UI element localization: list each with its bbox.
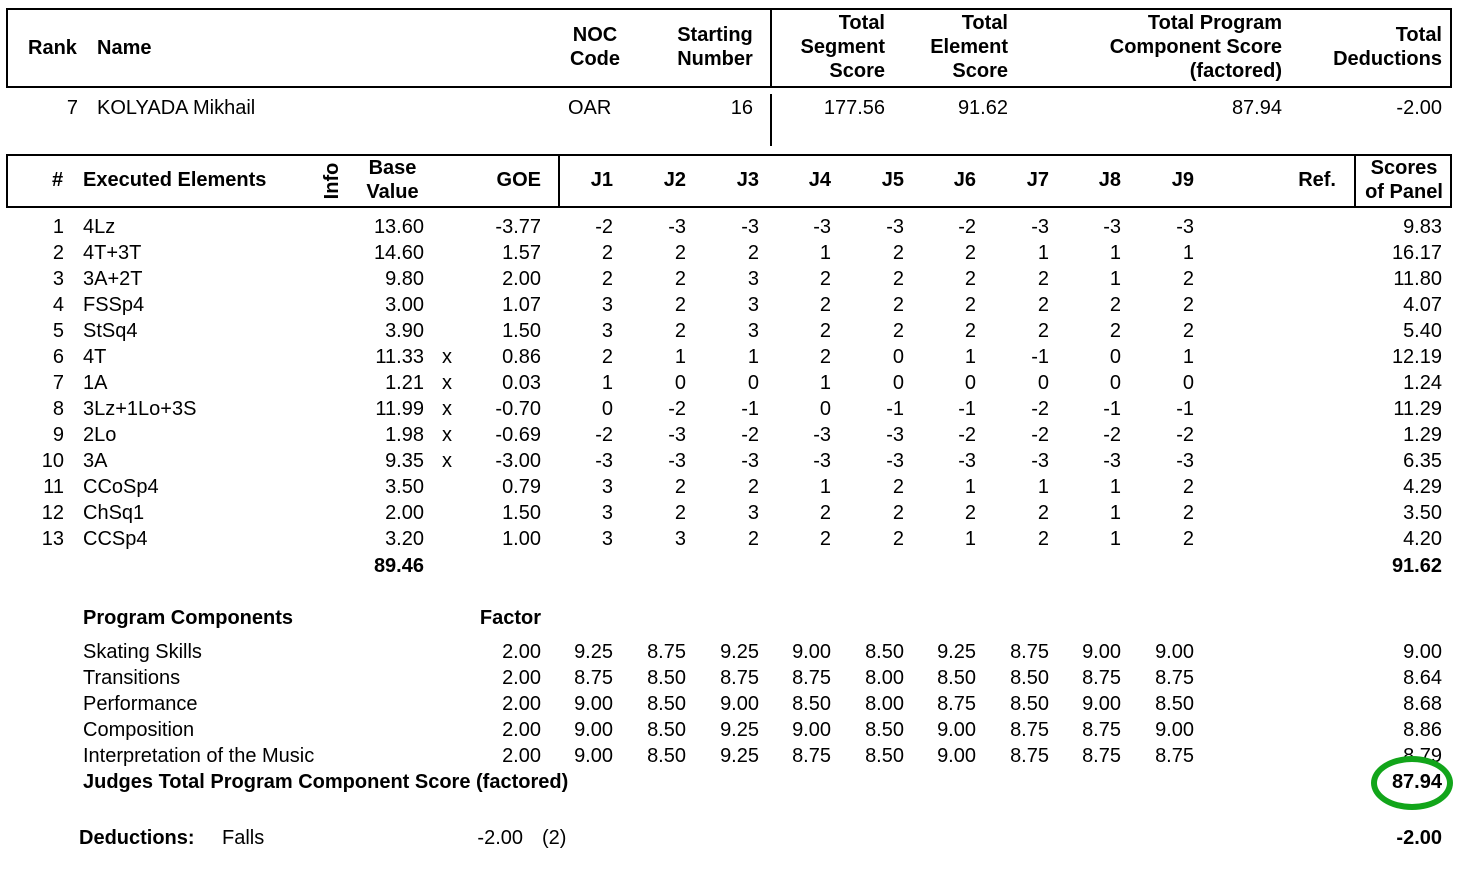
component-judge-score: 8.00 — [865, 667, 904, 689]
element-judge-score: -3 — [595, 450, 613, 472]
element-judge-score: -3 — [1031, 450, 1049, 472]
element-judge-score: 1 — [964, 476, 976, 498]
component-panel-score: 8.64 — [1403, 667, 1442, 689]
element-judge-score: 1 — [1109, 268, 1121, 290]
element-name: 4T+3T — [83, 242, 142, 264]
element-judge-score: 2 — [892, 476, 904, 498]
element-judge-score: -3 — [813, 450, 831, 472]
component-factor: 2.00 — [502, 745, 541, 767]
judge-header-4: J4 — [808, 169, 831, 191]
element-goe: 1.57 — [502, 242, 541, 264]
element-judge-score: 2 — [1182, 502, 1194, 524]
element-judge-score: 0 — [819, 398, 831, 420]
element-judge-score: 2 — [892, 294, 904, 316]
element-base-value: 3.90 — [385, 320, 424, 342]
component-judge-score: 9.00 — [937, 745, 976, 767]
element-num: 7 — [52, 372, 64, 394]
element-judge-score: 3 — [601, 294, 613, 316]
element-judge-score: 2 — [601, 346, 613, 368]
element-name: 2Lo — [83, 424, 117, 446]
component-panel-score: 8.79 — [1403, 745, 1442, 767]
component-judge-score: 8.50 — [1010, 667, 1049, 689]
elements-total-score: 91.62 — [1391, 555, 1442, 577]
element-judge-score: 0 — [674, 372, 686, 394]
element-judge-score: 1 — [964, 528, 976, 550]
element-judge-score: -3 — [741, 450, 759, 472]
element-judge-score: 2 — [674, 294, 686, 316]
element-judge-score: -3 — [1103, 450, 1121, 472]
element-judge-score: -3 — [813, 216, 831, 238]
element-goe: 0.86 — [502, 346, 541, 368]
component-judge-score: 8.50 — [865, 719, 904, 741]
element-judge-score: -3 — [1176, 450, 1194, 472]
element-panel-score: 12.19 — [1391, 346, 1442, 368]
element-judge-score: 2 — [892, 528, 904, 550]
name-header: Name — [97, 37, 152, 59]
component-judge-score: 9.25 — [720, 719, 759, 741]
element-judge-score: 3 — [747, 320, 759, 342]
element-judge-score: 2 — [1037, 294, 1049, 316]
element-judge-score: -3 — [813, 424, 831, 446]
component-judge-score: 8.75 — [937, 693, 976, 715]
component-name: Transitions — [83, 667, 181, 689]
element-judge-score: -2 — [958, 424, 976, 446]
total-segment-score-header: Total Segment Score — [800, 12, 885, 82]
element-judge-score: 2 — [674, 502, 686, 524]
component-judge-score: 8.75 — [792, 745, 831, 767]
element-judge-score: -1 — [958, 398, 976, 420]
deductions-total: -2.00 — [1396, 827, 1442, 849]
element-judge-score: 3 — [747, 268, 759, 290]
element-base-value: 3.20 — [385, 528, 424, 550]
element-judge-score: 2 — [1182, 528, 1194, 550]
element-judge-score: 3 — [747, 502, 759, 524]
element-goe: 1.50 — [502, 320, 541, 342]
element-judge-score: 2 — [1182, 268, 1194, 290]
element-panel-score: 16.17 — [1391, 242, 1442, 264]
element-judge-score: -3 — [668, 450, 686, 472]
element-judge-score: 2 — [1182, 476, 1194, 498]
element-base-value: 11.99 — [375, 398, 424, 420]
element-name: 1A — [83, 372, 108, 394]
element-name: FSSp4 — [83, 294, 145, 316]
element-judge-score: 1 — [1109, 242, 1121, 264]
component-judge-score: 9.00 — [720, 693, 759, 715]
component-judge-score: 9.00 — [937, 719, 976, 741]
element-bonus-marker: x — [442, 398, 452, 420]
element-judge-score: 2 — [1037, 528, 1049, 550]
element-judge-score: 2 — [892, 320, 904, 342]
element-judge-score: 3 — [601, 476, 613, 498]
element-judge-score: 0 — [1037, 372, 1049, 394]
element-judge-score: -3 — [668, 424, 686, 446]
element-name: ChSq1 — [83, 502, 145, 524]
deductions-value: -2.00 — [477, 827, 523, 849]
element-judge-score: -2 — [741, 424, 759, 446]
element-bonus-marker: x — [442, 372, 452, 394]
element-judge-score: -3 — [886, 450, 904, 472]
element-name: 4Lz — [83, 216, 116, 238]
component-judge-score: 8.00 — [865, 693, 904, 715]
component-name: Skating Skills — [83, 641, 202, 663]
element-base-value: 9.35 — [385, 450, 424, 472]
component-judge-score: 9.00 — [792, 641, 831, 663]
component-judge-score: 9.25 — [574, 641, 613, 663]
element-judge-score: 2 — [674, 320, 686, 342]
element-num: 10 — [41, 450, 64, 472]
element-base-value: 1.21 — [385, 372, 424, 394]
element-judge-score: -2 — [595, 216, 613, 238]
component-panel-score: 8.86 — [1403, 719, 1442, 741]
element-judge-score: 0 — [601, 398, 613, 420]
element-num: 13 — [41, 528, 64, 550]
element-judge-score: 2 — [819, 528, 831, 550]
element-judge-score: -1 — [741, 398, 759, 420]
component-judge-score: 9.00 — [1155, 641, 1194, 663]
component-judge-score: 8.50 — [1155, 693, 1194, 715]
element-goe: 0.79 — [502, 476, 541, 498]
judge-header-6: J6 — [953, 169, 976, 191]
element-judge-score: 2 — [747, 242, 759, 264]
component-factor: 2.00 — [502, 693, 541, 715]
element-judge-score: 2 — [892, 502, 904, 524]
rank-header: Rank — [28, 37, 77, 59]
element-judge-score: 1 — [1109, 476, 1121, 498]
scores-of-panel-header: Scores of Panel — [1365, 157, 1443, 203]
total-deductions-header: Total Deductions — [1333, 24, 1442, 70]
component-judge-score: 9.00 — [574, 719, 613, 741]
element-judge-score: 3 — [601, 320, 613, 342]
element-judge-score: -2 — [668, 398, 686, 420]
element-judge-score: 2 — [747, 528, 759, 550]
element-judge-score: 2 — [747, 476, 759, 498]
component-judge-score: 9.25 — [937, 641, 976, 663]
element-judge-score: 1 — [1109, 528, 1121, 550]
component-judge-score: 8.75 — [1010, 719, 1049, 741]
component-judge-score: 8.50 — [792, 693, 831, 715]
component-judge-score: 9.25 — [720, 641, 759, 663]
element-judge-score: 2 — [964, 294, 976, 316]
base-value-header: Base Value — [366, 157, 419, 203]
noc-header: NOC Code — [570, 24, 620, 70]
skater-name: KOLYADA Mikhail — [97, 97, 256, 119]
judges-total-pcs-label: Judges Total Program Component Score (factored) — [83, 771, 569, 793]
element-judge-score: 2 — [601, 242, 613, 264]
element-name: StSq4 — [83, 320, 138, 342]
element-goe: 1.07 — [502, 294, 541, 316]
element-judge-score: 3 — [674, 528, 686, 550]
element-base-value: 9.80 — [385, 268, 424, 290]
element-base-value: 1.98 — [385, 424, 424, 446]
element-judge-score: 0 — [1182, 372, 1194, 394]
element-judge-score: 2 — [601, 268, 613, 290]
element-name: 3Lz+1Lo+3S — [83, 398, 197, 420]
element-num: 8 — [52, 398, 64, 420]
element-judge-score: -3 — [668, 216, 686, 238]
component-judge-score: 8.50 — [1010, 693, 1049, 715]
element-judge-score: -2 — [1176, 424, 1194, 446]
element-judge-score: 2 — [819, 294, 831, 316]
component-judge-score: 8.50 — [647, 745, 686, 767]
element-judge-score: 1 — [1037, 242, 1049, 264]
info-header: Info — [321, 162, 343, 200]
element-judge-score: 2 — [674, 268, 686, 290]
element-judge-score: 2 — [964, 242, 976, 264]
element-num: 2 — [52, 242, 64, 264]
judge-header-9: J9 — [1171, 169, 1194, 191]
element-panel-score: 11.29 — [1393, 398, 1442, 420]
element-judge-score: -1 — [1103, 398, 1121, 420]
component-judge-score: 9.00 — [574, 693, 613, 715]
skater-total-pcs: 87.94 — [1231, 97, 1282, 119]
element-judge-score: 0 — [1109, 372, 1121, 394]
component-judge-score: 8.75 — [1010, 641, 1049, 663]
component-judge-score: 8.75 — [1082, 745, 1121, 767]
judge-header-8: J8 — [1098, 169, 1121, 191]
component-panel-score: 8.68 — [1403, 693, 1442, 715]
element-panel-score: 1.29 — [1403, 424, 1442, 446]
element-num: 6 — [52, 346, 64, 368]
component-judge-score: 8.50 — [937, 667, 976, 689]
element-base-value: 2.00 — [385, 502, 424, 524]
element-judge-score: -3 — [886, 424, 904, 446]
element-panel-score: 6.35 — [1403, 450, 1442, 472]
element-goe: -0.69 — [495, 424, 541, 446]
element-judge-score: -3 — [1031, 216, 1049, 238]
component-judge-score: 9.00 — [574, 745, 613, 767]
element-goe: -3.77 — [495, 216, 541, 238]
total-pcs-header: Total Program Component Score (factored) — [1109, 12, 1282, 82]
element-base-value: 3.50 — [385, 476, 424, 498]
element-judge-score: 2 — [964, 320, 976, 342]
component-name: Composition — [83, 719, 195, 741]
judge-header-1: J1 — [590, 169, 613, 191]
element-judge-score: 1 — [1182, 346, 1194, 368]
element-judge-score: 3 — [601, 502, 613, 524]
component-judge-score: 9.00 — [792, 719, 831, 741]
factor-header: Factor — [479, 607, 541, 629]
element-judge-score: -2 — [958, 216, 976, 238]
component-factor: 2.00 — [502, 641, 541, 663]
component-name: Performance — [83, 693, 198, 715]
element-judge-score: -1 — [1176, 398, 1194, 420]
element-num: 5 — [52, 320, 64, 342]
component-judge-score: 8.50 — [865, 745, 904, 767]
element-judge-score: 2 — [964, 502, 976, 524]
total-element-score-header: Total Element Score — [930, 12, 1008, 82]
component-judge-score: 9.00 — [1082, 641, 1121, 663]
element-judge-score: 2 — [819, 346, 831, 368]
element-judge-score: 1 — [819, 476, 831, 498]
component-name: Interpretation of the Music — [83, 745, 315, 767]
element-base-value: 14.60 — [373, 242, 424, 264]
element-judge-score: 0 — [892, 346, 904, 368]
element-judge-score: 2 — [819, 268, 831, 290]
element-judge-score: 1 — [601, 372, 613, 394]
element-judge-score: -3 — [741, 216, 759, 238]
skater-total-segment-score: 177.56 — [823, 97, 885, 119]
element-judge-score: 1 — [747, 346, 759, 368]
element-judge-score: 2 — [1182, 320, 1194, 342]
element-panel-score: 11.80 — [1393, 268, 1442, 290]
program-components-header: Program Components — [83, 607, 294, 629]
element-bonus-marker: x — [442, 346, 452, 368]
skater-rank: 7 — [66, 97, 78, 119]
element-judge-score: 0 — [964, 372, 976, 394]
ref-header: Ref. — [1298, 169, 1336, 191]
deductions-type: Falls — [222, 827, 265, 849]
element-num: 12 — [41, 502, 64, 524]
element-judge-score: 2 — [674, 476, 686, 498]
element-judge-score: 1 — [819, 372, 831, 394]
element-judge-score: 2 — [892, 268, 904, 290]
element-judge-score: 1 — [1037, 476, 1049, 498]
element-num: 9 — [52, 424, 64, 446]
element-num: 4 — [52, 294, 64, 316]
element-goe: 2.00 — [502, 268, 541, 290]
component-judge-score: 8.75 — [1155, 745, 1194, 767]
element-judge-score: 1 — [674, 346, 686, 368]
executed-elements-header: Executed Elements — [83, 169, 267, 191]
element-bonus-marker: x — [442, 424, 452, 446]
element-judge-score: 1 — [819, 242, 831, 264]
element-judge-score: -1 — [886, 398, 904, 420]
element-judge-score: -2 — [1103, 424, 1121, 446]
element-judge-score: 2 — [1109, 320, 1121, 342]
element-judge-score: 1 — [1109, 502, 1121, 524]
goe-header: GOE — [496, 169, 541, 191]
element-judge-score: -2 — [1031, 398, 1049, 420]
element-judge-score: -3 — [886, 216, 904, 238]
element-judge-score: -1 — [1031, 346, 1049, 368]
component-panel-score: 9.00 — [1403, 641, 1442, 663]
component-factor: 2.00 — [502, 719, 541, 741]
element-num: 1 — [52, 216, 64, 238]
element-judge-score: 0 — [892, 372, 904, 394]
component-judge-score: 9.25 — [720, 745, 759, 767]
element-num: 11 — [43, 476, 64, 498]
deductions-label: Deductions: — [79, 827, 195, 849]
element-judge-score: 2 — [1037, 320, 1049, 342]
element-judge-score: 2 — [892, 242, 904, 264]
element-goe: 1.00 — [502, 528, 541, 550]
deductions-count: (2) — [542, 827, 567, 849]
skater-noc: OAR — [568, 97, 612, 119]
starting-number-header: Starting Number — [677, 24, 753, 70]
element-base-value: 11.33 — [375, 346, 424, 368]
elements-num-header: # — [52, 169, 64, 191]
element-judge-score: 2 — [1109, 294, 1121, 316]
element-panel-score: 4.20 — [1403, 528, 1442, 550]
element-bonus-marker: x — [442, 450, 452, 472]
element-base-value: 3.00 — [385, 294, 424, 316]
element-judge-score: 2 — [1037, 502, 1049, 524]
element-goe: -0.70 — [495, 398, 541, 420]
component-judge-score: 8.75 — [792, 667, 831, 689]
judge-header-3: J3 — [736, 169, 759, 191]
element-judge-score: 0 — [747, 372, 759, 394]
element-panel-score: 3.50 — [1403, 502, 1442, 524]
component-judge-score: 8.75 — [647, 641, 686, 663]
element-judge-score: 2 — [674, 242, 686, 264]
judges-total-pcs-score: 87.94 — [1391, 771, 1442, 793]
element-judge-score: 0 — [1109, 346, 1121, 368]
element-name: CCoSp4 — [83, 476, 159, 498]
component-judge-score: 8.75 — [574, 667, 613, 689]
skater-starting-number: 16 — [730, 97, 753, 119]
element-panel-score: 9.83 — [1403, 216, 1442, 238]
element-judge-score: -3 — [1176, 216, 1194, 238]
element-judge-score: 2 — [819, 502, 831, 524]
element-name: 3A+2T — [83, 268, 143, 290]
component-judge-score: 8.50 — [647, 693, 686, 715]
judge-header-5: J5 — [881, 169, 904, 191]
highlight-circle — [1371, 756, 1453, 810]
component-judge-score: 8.75 — [1010, 745, 1049, 767]
component-judge-score: 8.75 — [1082, 719, 1121, 741]
element-judge-score: 3 — [601, 528, 613, 550]
element-panel-score: 4.07 — [1403, 294, 1442, 316]
element-judge-score: 2 — [819, 320, 831, 342]
skater-row-divider — [770, 94, 772, 146]
element-panel-score: 1.24 — [1403, 372, 1442, 394]
component-judge-score: 8.75 — [1082, 667, 1121, 689]
element-judge-score: -2 — [1031, 424, 1049, 446]
element-name: 4T — [83, 346, 107, 368]
elements-total-base: 89.46 — [373, 555, 424, 577]
element-judge-score: -3 — [958, 450, 976, 472]
element-judge-score: 1 — [964, 346, 976, 368]
element-base-value: 13.60 — [373, 216, 424, 238]
element-judge-score: 2 — [1037, 268, 1049, 290]
skater-total-element-score: 91.62 — [957, 97, 1008, 119]
element-judge-score: 1 — [1182, 242, 1194, 264]
element-name: 3A — [83, 450, 108, 472]
component-judge-score: 8.50 — [865, 641, 904, 663]
element-goe: 0.03 — [502, 372, 541, 394]
component-judge-score: 8.75 — [720, 667, 759, 689]
component-judge-score: 9.00 — [1082, 693, 1121, 715]
element-num: 3 — [52, 268, 64, 290]
judge-header-7: J7 — [1026, 169, 1049, 191]
element-goe: -3.00 — [495, 450, 541, 472]
element-judge-score: -3 — [1103, 216, 1121, 238]
element-judge-score: 2 — [964, 268, 976, 290]
judge-header-2: J2 — [663, 169, 686, 191]
element-panel-score: 5.40 — [1403, 320, 1442, 342]
component-judge-score: 9.00 — [1155, 719, 1194, 741]
element-goe: 1.50 — [502, 502, 541, 524]
element-name: CCSp4 — [83, 528, 148, 550]
element-judge-score: -2 — [595, 424, 613, 446]
element-judge-score: 2 — [1182, 294, 1194, 316]
skater-total-deductions: -2.00 — [1396, 97, 1442, 119]
component-judge-score: 8.50 — [647, 719, 686, 741]
element-judge-score: 3 — [747, 294, 759, 316]
component-judge-score: 8.75 — [1155, 667, 1194, 689]
component-factor: 2.00 — [502, 667, 541, 689]
element-panel-score: 4.29 — [1403, 476, 1442, 498]
component-judge-score: 8.50 — [647, 667, 686, 689]
